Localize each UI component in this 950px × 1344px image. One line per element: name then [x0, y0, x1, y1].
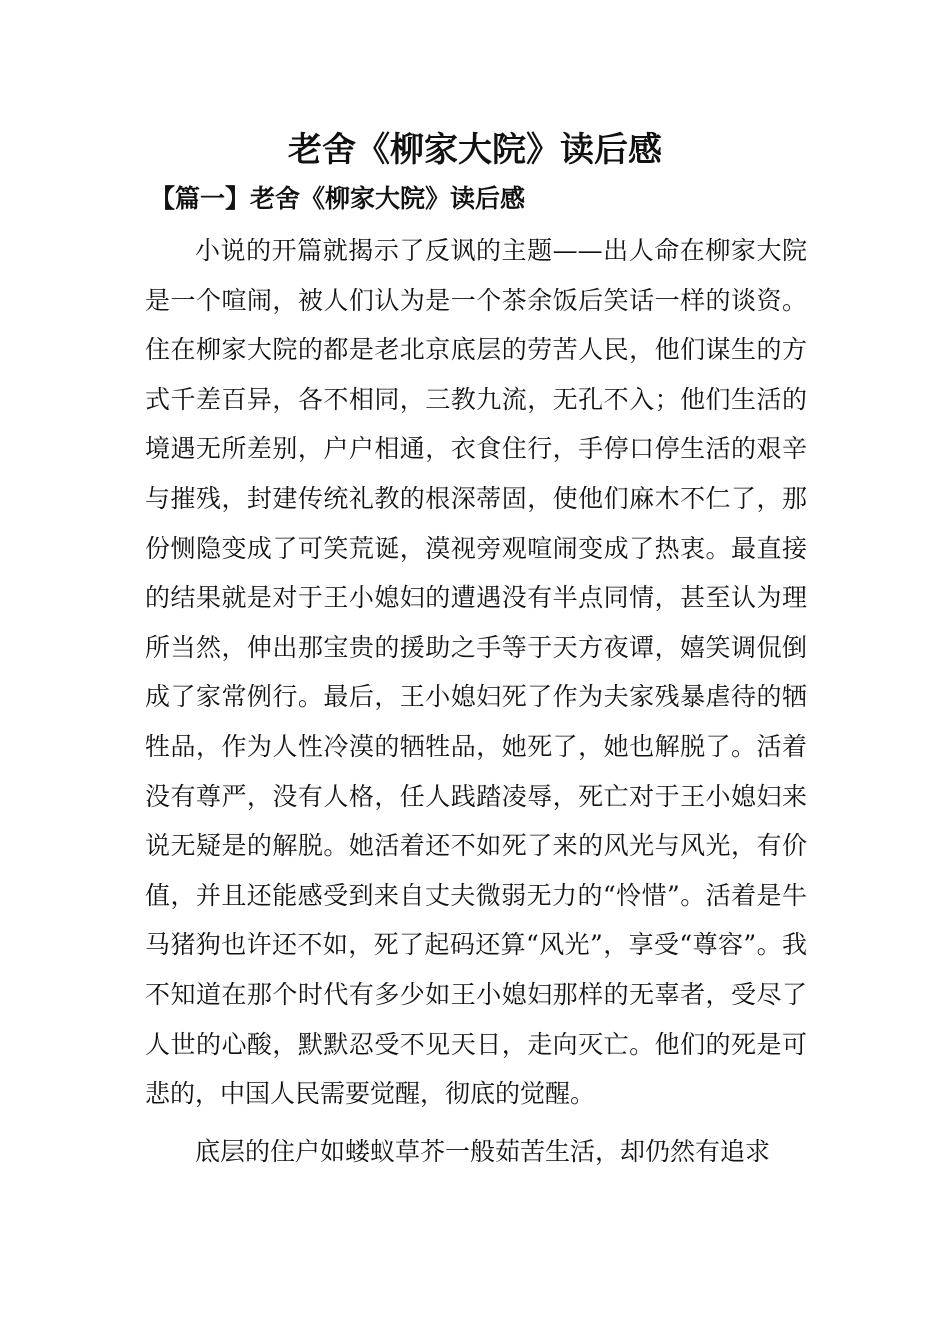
paragraph-2: 底层的住户如蝼蚁草芥一般茹苦生活，却仍然有追求 — [195, 1136, 771, 1166]
page-title: 老舍《柳家大院》读后感 — [288, 130, 662, 170]
paragraph-1: 小说的开篇就揭示了反讽的主题——出人命在柳家大院是一个喧闹，被人们认为是一个茶余饭后笑话一样的谈资。住在柳家大院的都是老北京底层的劳苦人民，他们谋生的方式千差百异，各不相同，三教九流，无孔不入；他们生活的境遇无所差别，户户相通，衣食住行，手停口停生活的艰辛与摧残，封建传统礼教的根深蒂固，使他们麻木不仁了，那份恻隐变成了可笑荒诞，漠视旁观喧闹变成了热衷。最直接的结果就是对于王小媳妇的遭遇没有半点同情，甚至认为理所当然，伸出那宝贵的援助之手等于天方夜谭，嬉笑调侃倒成了家常例行。最后，王小媳妇死了作为夫家残暴虐待的牺牲品，作为人性冷漠的牺牲品，她死了，她也解脱了。活着没有尊严，没有人格，任人践踏凌辱，死亡对于王小媳妇来说无疑是的解脱。她活着还不如死了来的风光与风光，有价值，并且还能感受到来自丈夫微弱无力的“怜惜”。活着是牛马猪狗也许还不如，死了起码还算“风光”，享受“尊容”。我不知道在那个时代有多少如王小媳妇那样的无辜者，受尽了人世的心酸，默默忍受不见天日，走向灭亡。他们的死是可悲的，中国人民需要觉醒，彻底的觉醒。 — [145, 236, 807, 1109]
section-heading: 【篇一】老舍《柳家大院》读后感 — [150, 184, 526, 213]
article-body — [145, 226, 807, 1184]
